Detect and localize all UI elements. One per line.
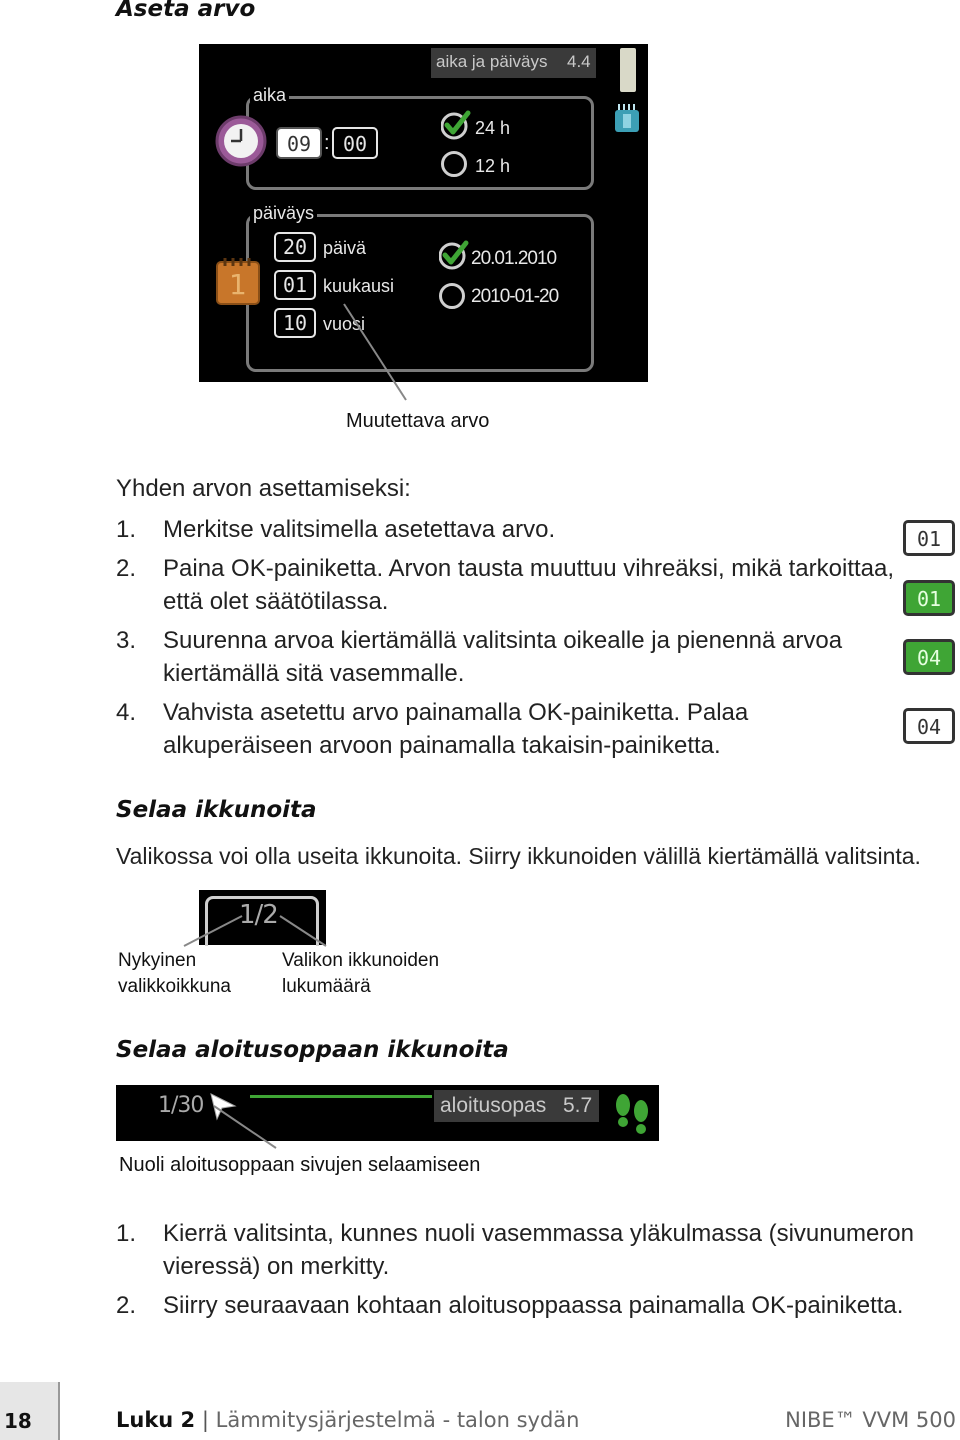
screen-title: aika ja päiväys [436, 52, 548, 71]
list-number: 1. [116, 516, 137, 543]
guide-title-bar [434, 1090, 599, 1122]
date-format-1-label: 20.01.2010 [471, 248, 557, 269]
option-24h-label: 24 h [475, 118, 511, 138]
chapter-number: Luku 2 [116, 1408, 196, 1432]
year-value-box[interactable]: 10 [274, 308, 316, 338]
label-current-window-line2: valikkoikkuna [118, 976, 231, 997]
value-box-normal: 01 [903, 520, 955, 556]
guide-progress-line [250, 1095, 432, 1098]
day-label: päivä [323, 238, 367, 258]
month-label: kuukausi [323, 276, 395, 296]
option-12h-radio[interactable] [441, 151, 467, 177]
value-box-edit-mode: 01 [903, 580, 955, 616]
guide-screen [116, 1085, 659, 1141]
settings-tab-icon [613, 102, 641, 134]
calendar-digit: 1 [229, 268, 247, 301]
minute-value-box[interactable]: 00 [332, 127, 378, 159]
day-value-box[interactable]: 20 [274, 232, 316, 262]
list-text: Suurenna arvoa kiertämällä valitsinta oikealle ja pienennä arvoa kiertämällä sitä vasemmalle. [163, 627, 843, 687]
guide-steps-list [116, 1217, 946, 1328]
month-value-box[interactable]: 01 [274, 270, 316, 300]
list-number: 1. [116, 1220, 137, 1247]
label-window-count [282, 948, 439, 1000]
list-item [116, 624, 896, 690]
list-number: 4. [116, 699, 137, 726]
list-text: Merkitse valitsimella asetettava arvo. [163, 516, 556, 543]
option-12h-label: 12 h [475, 156, 511, 176]
label-current-window [118, 948, 231, 1000]
callout-line [330, 300, 420, 406]
list-item [116, 696, 896, 762]
callout-arrow-label: Nuoli aloitusoppaan sivujen selaamiseen [119, 1154, 481, 1176]
list-number: 2. [116, 1292, 137, 1319]
list-text: Siirry seuraavaan kohtaan aloitusoppaassa painamalla OK-painiketta. [163, 1292, 904, 1319]
list-item [116, 552, 896, 618]
list-item [116, 513, 896, 546]
section-heading-selaa-ikkunoita: Selaa ikkunoita [116, 797, 317, 823]
section-heading-selaa-aloitusoppaan: Selaa aloitusoppaan ikkunoita [116, 1037, 509, 1063]
section2-text: Valikossa voi olla useita ikkunoita. Siirry ikkunoiden välillä kiertämällä valitsinta. [116, 843, 921, 869]
callout-muutettava-arvo: Muutettava arvo [346, 410, 490, 432]
hour-value-box[interactable]: 09 [276, 127, 322, 159]
label-window-count-line2: lukumäärä [282, 976, 371, 997]
section-heading-aseta-arvo: Aseta arvo [116, 0, 256, 22]
screen-title-bar [431, 48, 596, 78]
list-item [116, 1217, 946, 1283]
page-number: 18 [4, 1409, 32, 1433]
date-group-label: päiväys [250, 203, 317, 224]
date-format-2-label: 2010-01-20 [471, 286, 559, 307]
footer-chapter [116, 1408, 579, 1432]
list-text: Vahvista asetettu arvo painamalla OK-painiketta. Palaa alkuperäiseen arvoon painamalla takaisin-painiketta. [163, 699, 749, 759]
callout-line-arrow [200, 1100, 290, 1152]
list-number: 3. [116, 627, 137, 654]
checkmark-icon[interactable] [439, 240, 469, 270]
label-current-window-line1: Nykyinen [118, 950, 197, 971]
guide-title-number: 5.7 [563, 1094, 593, 1117]
guide-page-counter: 1/30 [158, 1093, 204, 1118]
time-colon: : [324, 132, 330, 154]
window-indicator-text: 1/2 [239, 900, 278, 930]
calendar-icon [215, 256, 261, 306]
page-number-box [0, 1382, 60, 1440]
footer-product: NIBE™ VVM 500 [785, 1408, 956, 1432]
guide-title: aloitusopas [440, 1094, 547, 1117]
chapter-title: Lämmitysjärjestelmä - talon sydän [215, 1408, 580, 1432]
list-text: Paina OK-painiketta. Arvon tausta muuttuu vihreäksi, mikä tarkoittaa, että olet säätötilassa. [163, 555, 895, 615]
date-format-2-radio[interactable] [439, 283, 465, 309]
screen-title-number: 4.4 [567, 52, 591, 71]
year-label: vuosi [323, 314, 366, 334]
value-box-confirmed: 04 [903, 708, 955, 744]
footsteps-icon [609, 1091, 655, 1137]
time-group-label: aika [250, 85, 289, 106]
time-date-screen [199, 44, 648, 382]
steps-list [116, 513, 896, 768]
checkmark-icon[interactable] [441, 110, 471, 140]
callout-lines [180, 900, 340, 950]
chapter-separator: | [201, 1408, 209, 1432]
list-item [116, 1289, 946, 1322]
list-text: Kierrä valitsinta, kunnes nuoli vasemmassa yläkulmassa (sivunumeron vieressä) on merkitty. [163, 1220, 914, 1280]
scrollbar-thumb[interactable] [620, 48, 636, 92]
clock-icon [214, 114, 268, 168]
intro-text: Yhden arvon asettamiseksi: [116, 475, 411, 502]
label-window-count-line1: Valikon ikkunoiden [282, 950, 440, 971]
list-number: 2. [116, 555, 137, 582]
value-box-increased: 04 [903, 639, 955, 675]
